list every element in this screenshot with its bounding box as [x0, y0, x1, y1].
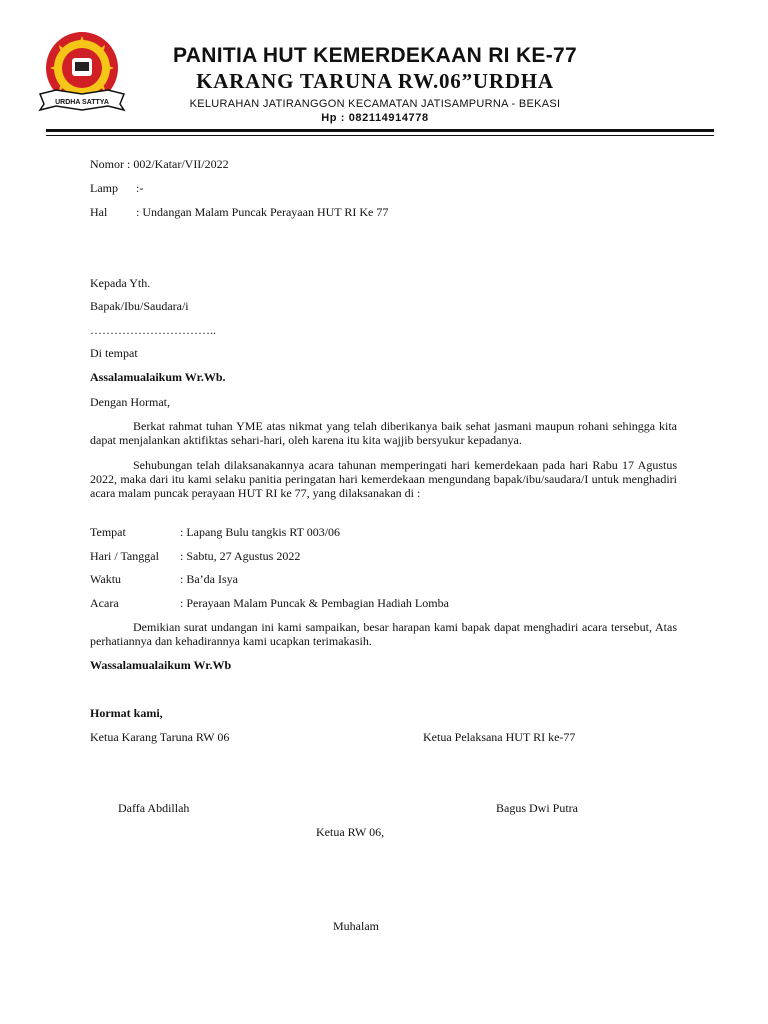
- detail-value-acara: : Perayaan Malam Puncak & Pembagian Hadiah Lomba: [180, 596, 449, 610]
- org-phone: Hp : 082114914778: [321, 112, 429, 124]
- greeting: Dengan Hormat,: [90, 395, 170, 409]
- detail-value-waktu: : Ba’da Isya: [180, 572, 238, 586]
- header-rule-thin: [46, 135, 714, 136]
- paragraph-2-text: Sehubungan telah dilaksanakannya acara tahunan memperingati hari kemerdekaan pada hari Rabu 17 Agustus 2022, maka dari itu kami selaku panitia peringatan hari kemerdekaan mengundang bapak/ibu/saudara/I untuk menghadiri acara malam puncak perayaan HUT RI ke 77, yang dilaksanakan di :: [90, 458, 677, 500]
- recipient-line2: Bapak/Ibu/Saudara/i: [90, 299, 189, 313]
- recipient-line4: Di tempat: [90, 346, 138, 360]
- detail-value-tempat: : Lapang Bulu tangkis RT 003/06: [180, 525, 341, 539]
- paragraph-2: [90, 458, 677, 500]
- header-rule-thick: [46, 129, 714, 132]
- hormat-kami: Hormat kami,: [90, 706, 163, 720]
- logo-banner-text: URDHA SATTYA: [55, 99, 109, 106]
- recipient-line1: Kepada Yth.: [90, 276, 151, 290]
- detail-label-tanggal: Hari / Tanggal: [90, 549, 159, 563]
- signer-left-title: Ketua Karang Taruna RW 06: [90, 730, 230, 744]
- closing: Wassalamualaikum Wr.Wb: [90, 658, 232, 672]
- signer-center-name: Muhalam: [333, 919, 379, 933]
- lamp-label: Lamp: [90, 181, 118, 195]
- org-title: PANITIA HUT KEMERDEKAAN RI KE-77: [173, 44, 577, 67]
- hal-label: Hal: [90, 205, 108, 219]
- detail-label-waktu: Waktu: [90, 572, 122, 586]
- recipient-line3: …………………………..: [90, 323, 216, 337]
- salutation: Assalamualaikum Wr.Wb.: [90, 370, 226, 384]
- detail-label-acara: Acara: [90, 596, 119, 610]
- paragraph-1-text: Berkat rahmat tuhan YME atas nikmat yang telah diberikanya baik sehat jasmani maupun rohani sehingga kita dapat menjalankan aktifiktas sehari-hari, oleh karena itu kita wajjib bersyukur kepadanya.: [90, 419, 677, 447]
- paragraph-3: [90, 620, 677, 648]
- detail-value-tanggal: : Sabtu, 27 Agustus 2022: [180, 549, 301, 563]
- signer-right-name: Bagus Dwi Putra: [496, 801, 578, 815]
- detail-label-tempat: Tempat: [90, 525, 126, 539]
- signer-left-name: Daffa Abdillah: [118, 801, 190, 815]
- letter-number: Nomor : 002/Katar/VII/2022: [90, 157, 229, 171]
- hal-value: : Undangan Malam Puncak Perayaan HUT RI Ke 77: [136, 205, 389, 219]
- signer-right-title: Ketua Pelaksana HUT RI ke-77: [423, 730, 576, 744]
- lamp-value: :-: [136, 181, 144, 195]
- org-address: KELURAHAN JATIRANGGON KECAMATAN JATISAMPURNA - BEKASI: [189, 98, 561, 110]
- karang-taruna-logo: [36, 28, 128, 114]
- org-subtitle: KARANG TARUNA RW.06”URDHA: [196, 69, 554, 93]
- paragraph-3-text: Demikian surat undangan ini kami sampaikan, besar harapan kami bapak dapat menghadiri acara tersebut, Atas perhatiannya dan kehadirannya kami ucapkan terimakasih.: [90, 620, 677, 648]
- signer-center-title: Ketua RW 06,: [316, 825, 385, 839]
- paragraph-1: [90, 419, 677, 447]
